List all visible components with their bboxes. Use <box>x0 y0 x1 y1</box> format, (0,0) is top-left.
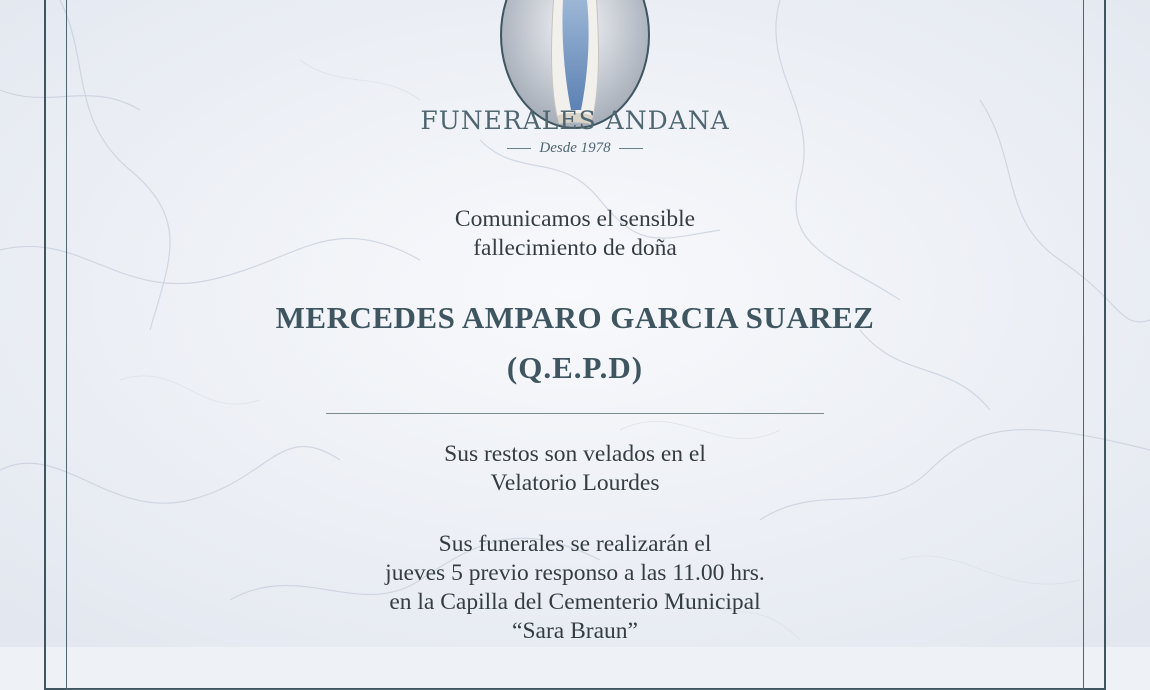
brand-tagline: Desde 1978 <box>539 140 611 156</box>
section-divider <box>326 413 824 414</box>
tagline-right-dash <box>619 148 643 149</box>
intro-line: fallecimiento de doña <box>473 235 677 261</box>
tagline-left-dash <box>507 148 531 149</box>
qepd-label: (Q.E.P.D) <box>506 350 644 385</box>
brand-name: FUNERALES ANDANA <box>420 106 730 135</box>
funeral-info <box>0 530 1150 646</box>
wake-line: Velatorio Lourdes <box>490 470 660 496</box>
deceased-name: MERCEDES AMPARO GARCIA SUAREZ <box>275 300 875 335</box>
funeral-line: Sus funerales se realizarán el <box>438 531 712 557</box>
intro-line: Comunicamos el sensible <box>454 206 696 232</box>
wake-info <box>0 440 1150 498</box>
funeral-line: “Sara Braun” <box>512 618 638 644</box>
funeral-line: en la Capilla del Cementerio Municipal <box>389 589 761 615</box>
intro-text <box>0 205 1150 263</box>
wake-line: Sus restos son velados en el <box>444 441 706 467</box>
brand-tagline-row <box>0 140 1150 157</box>
funeral-line: jueves 5 previo responso a las 11.00 hrs. <box>385 560 765 586</box>
